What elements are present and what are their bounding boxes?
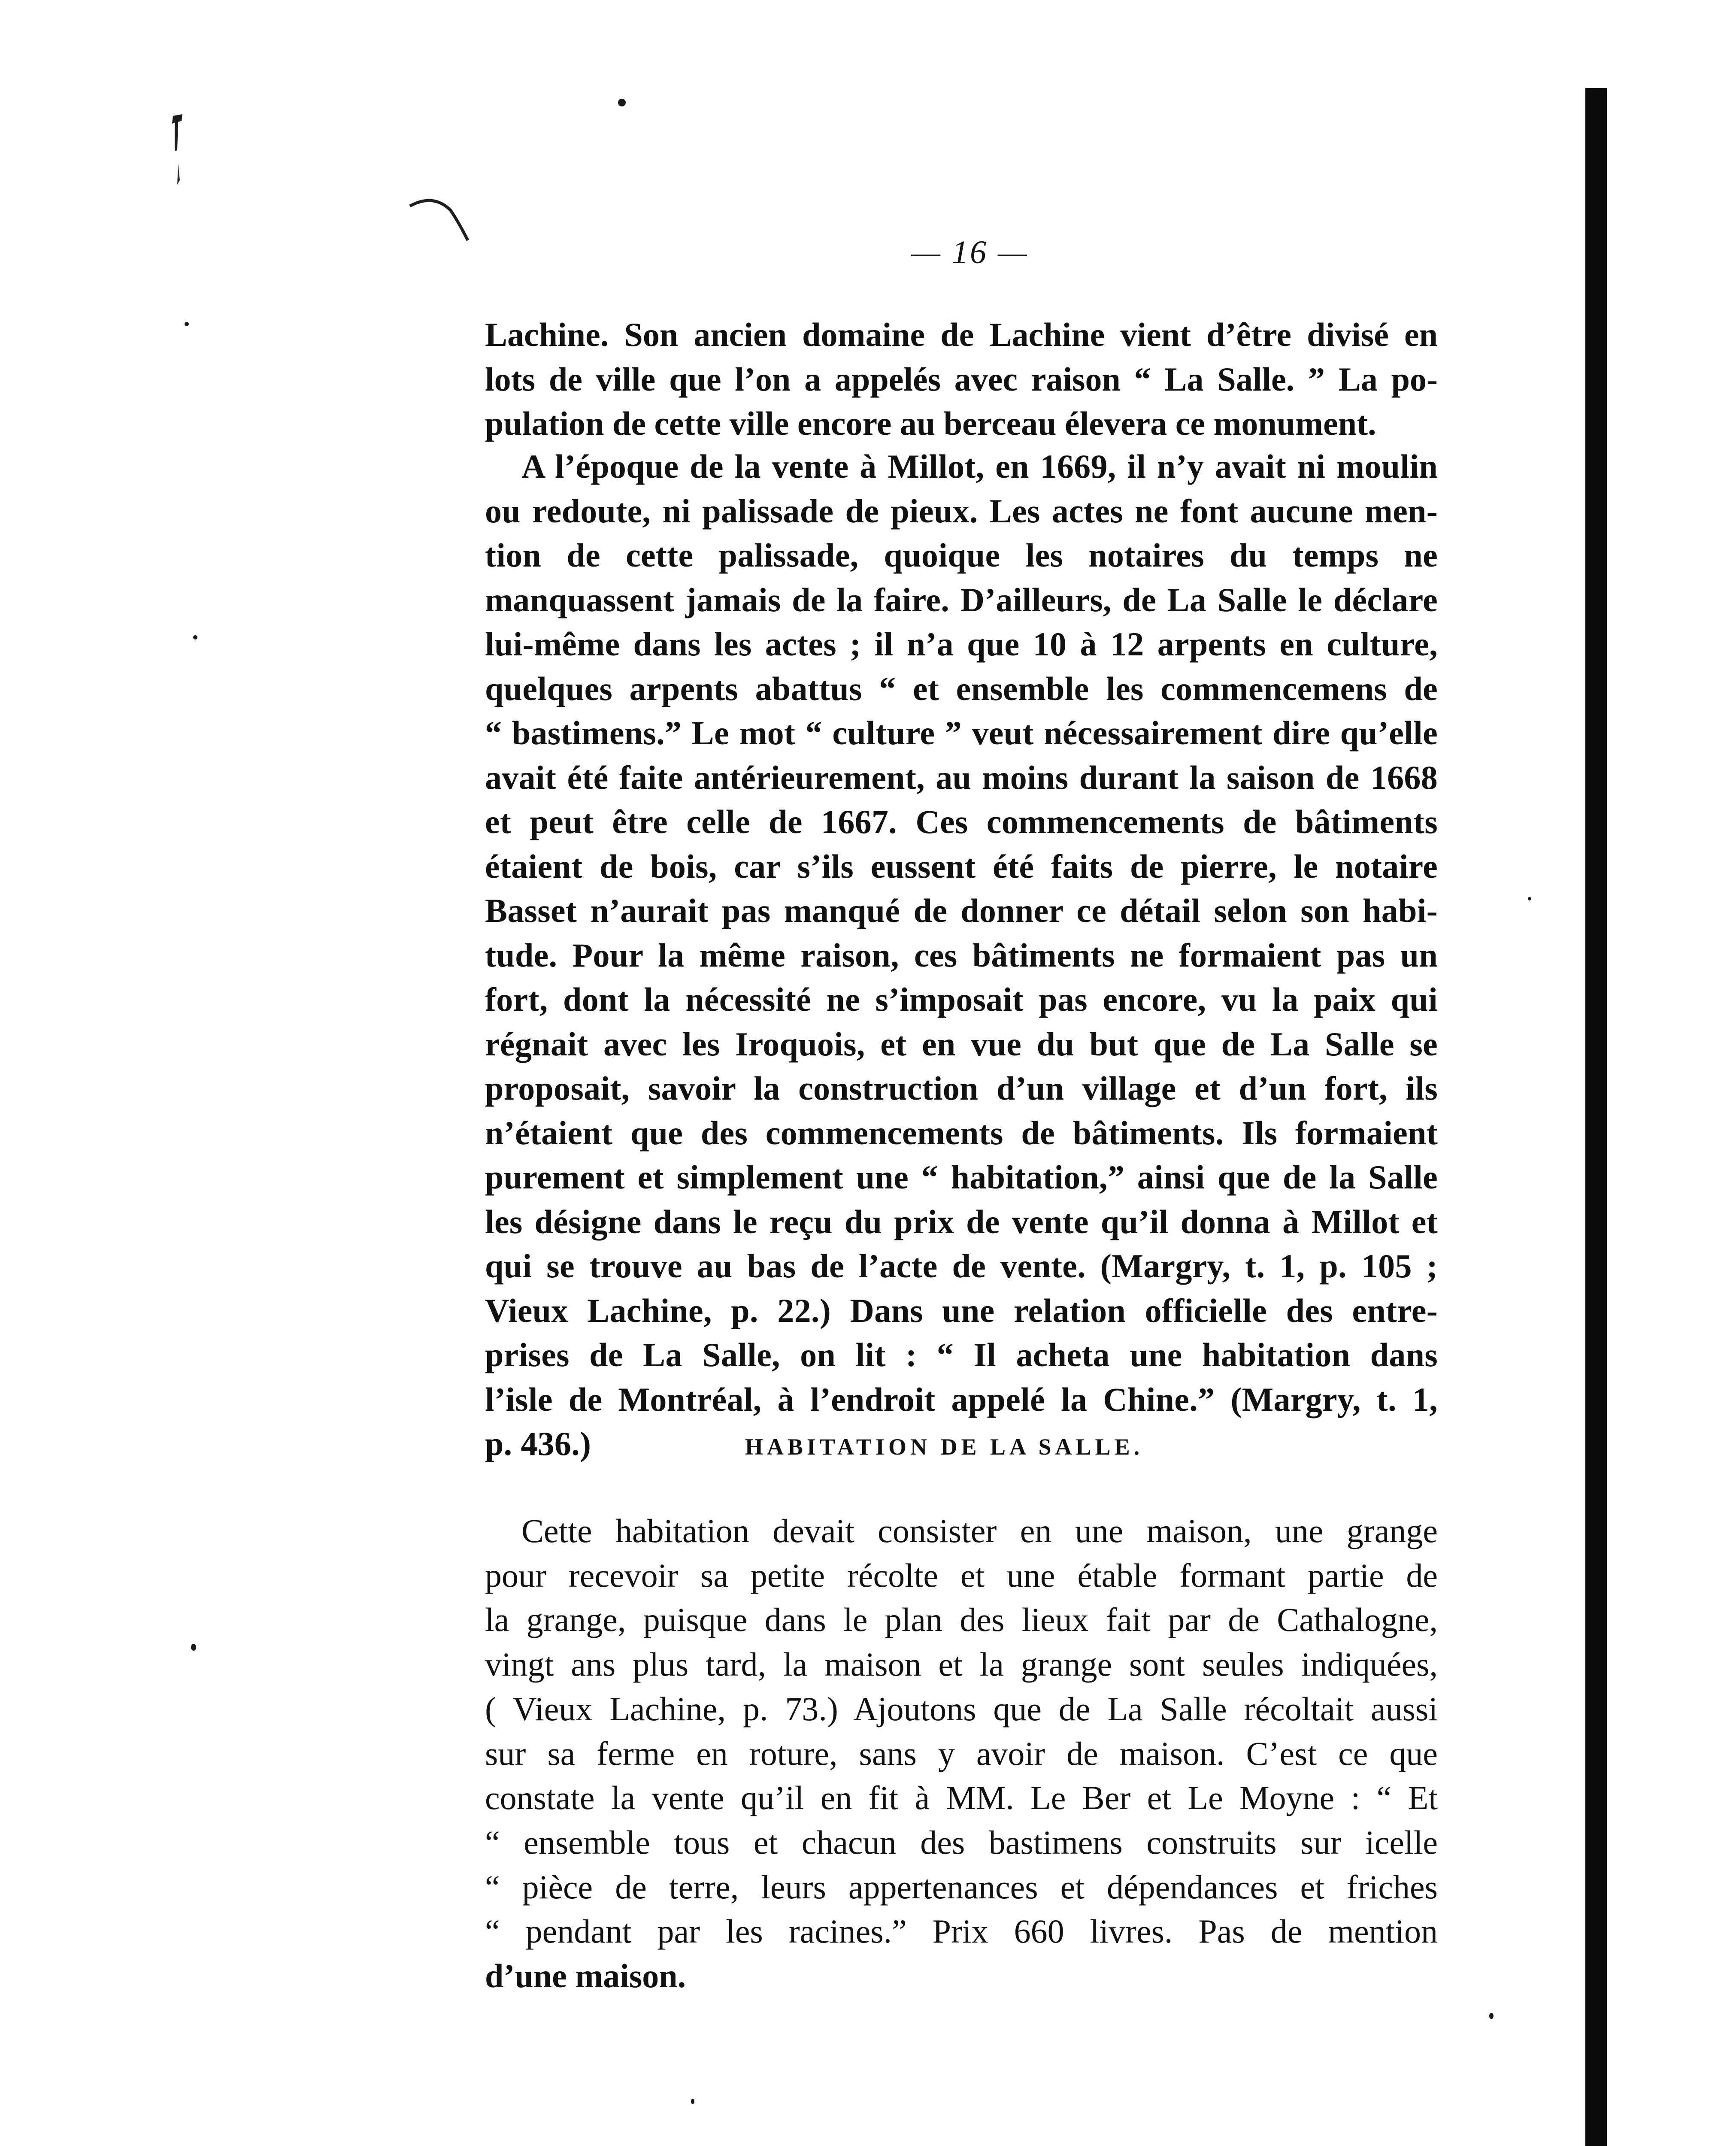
text-line: tude. Pour la même raison, ces bâtiments ne formaient pas un — [485, 936, 1438, 974]
text-line: Vieux Lachine, p. 22.) Dans une relation officielle des entre- — [485, 1291, 1438, 1329]
text-line: régnait avec les Iroquois, et en vue du but que de La Salle se — [485, 1025, 1438, 1063]
text-line: prises de La Salle, on lit : “ Il acheta une habitation dans — [485, 1336, 1438, 1373]
ink-speck — [1489, 2013, 1494, 2019]
text-line: les désigne dans le reçu du prix de vente qu’il donna à Millot et — [485, 1203, 1438, 1240]
ink-curl-mark — [408, 193, 481, 245]
text-line: ( Vieux Lachine, p. 73.) Ajoutons que de La Salle récoltait aussi — [485, 1690, 1438, 1728]
text-line: pulation de cette ville encore au berceau élevera ce monument. — [485, 405, 1376, 442]
text-line: d’une maison. — [485, 1957, 686, 1995]
text-line: quelques arpents abattus “ et ensemble les commencemens de — [485, 670, 1438, 707]
text-line: constate la vente qu’il en fit à MM. Le Ber et Le Moyne : “ Et — [485, 1779, 1438, 1817]
text-line: l’isle de Montréal, à l’endroit appelé la Chine.” (Margry, t. 1, — [485, 1380, 1438, 1418]
text-line: lui-même dans les actes ; il n’a que 10 à 12 arpents en culture, — [485, 625, 1438, 663]
paragraph-vente-millot — [485, 444, 1438, 1466]
text-line: purement et simplement une “ habitation,” ainsi que de la Salle — [485, 1158, 1438, 1196]
text-line: p. 436.) — [485, 1425, 591, 1462]
text-line: “ ensemble tous et chacun des bastimens construits sur icelle — [485, 1823, 1438, 1861]
text-line: pour recevoir sa petite récolte et une étable formant partie de — [485, 1556, 1438, 1594]
section-heading: HABITATION DE LA SALLE. — [745, 1434, 1144, 1460]
text-line: Cette habitation devait consister en une maison, une grange — [521, 1512, 1438, 1549]
text-line: étaient de bois, car s’ils eussent été faits de pierre, le notaire — [485, 847, 1438, 885]
text-line: “ pièce de terre, leurs appertenances et dépendances et friches — [485, 1868, 1438, 1906]
text-line: ou redoute, ni palissade de pieux. Les actes ne font aucune men- — [485, 492, 1438, 530]
binding-edge-bar — [1585, 88, 1607, 2146]
text-line: lots de ville que l’on a appelés avec raison “ La Salle. ” La po- — [485, 360, 1438, 398]
page-number: — 16 — — [911, 234, 1029, 270]
ink-speck — [193, 635, 197, 640]
text-line: vingt ans plus tard, la maison et la grange sont seules indiquées, — [485, 1646, 1438, 1683]
text-line: A l’époque de la vente à Millot, en 1669, il n’y avait ni moulin — [521, 448, 1438, 485]
ink-speck — [191, 1644, 196, 1651]
ink-speck — [691, 2099, 694, 2104]
text-line: fort, dont la nécessité ne s’imposait pas encore, vu la paix qui — [485, 981, 1438, 1018]
text-line: manquassent jamais de la faire. D’ailleurs, de La Salle le déclare — [485, 581, 1438, 618]
text-line: tion de cette palissade, quoique les notaires du temps ne — [485, 536, 1438, 574]
ink-speck — [185, 322, 189, 326]
text-line: avait été faite antérieurement, au moins durant la saison de 1668 — [485, 758, 1438, 796]
text-line: proposait, savoir la construction d’un village et d’un fort, ils — [485, 1070, 1438, 1107]
ink-speck — [1528, 897, 1531, 900]
text-line: “ pendant par les racines.” Prix 660 livres. Pas de mention — [485, 1913, 1438, 1950]
ink-mark-top-left — [170, 112, 187, 189]
paragraph-habitation — [485, 1509, 1438, 1998]
text-line: “ bastimens.” Le mot “ culture ” veut nécessairement dire qu’elle — [485, 714, 1438, 752]
text-line: et peut être celle de 1667. Ces commencements de bâtiments — [485, 803, 1438, 840]
text-line: sur sa ferme en roture, sans y avoir de maison. C’est ce que — [485, 1734, 1438, 1772]
text-line: Lachine. Son ancien domaine de Lachine vient d’être divisé en — [485, 316, 1438, 353]
text-line: la grange, puisque dans le plan des lieux fait par de Cathalogne, — [485, 1601, 1438, 1639]
text-line: Basset n’aurait pas manqué de donner ce détail selon son habi- — [485, 892, 1438, 929]
text-line: n’étaient que des commencements de bâtiments. Ils formaient — [485, 1114, 1438, 1152]
ink-speck — [618, 99, 626, 106]
paragraph-lachine-domain — [485, 312, 1438, 446]
text-line: qui se trouve au bas de l’acte de vente. (Margry, t. 1, p. 105 ; — [485, 1247, 1438, 1285]
